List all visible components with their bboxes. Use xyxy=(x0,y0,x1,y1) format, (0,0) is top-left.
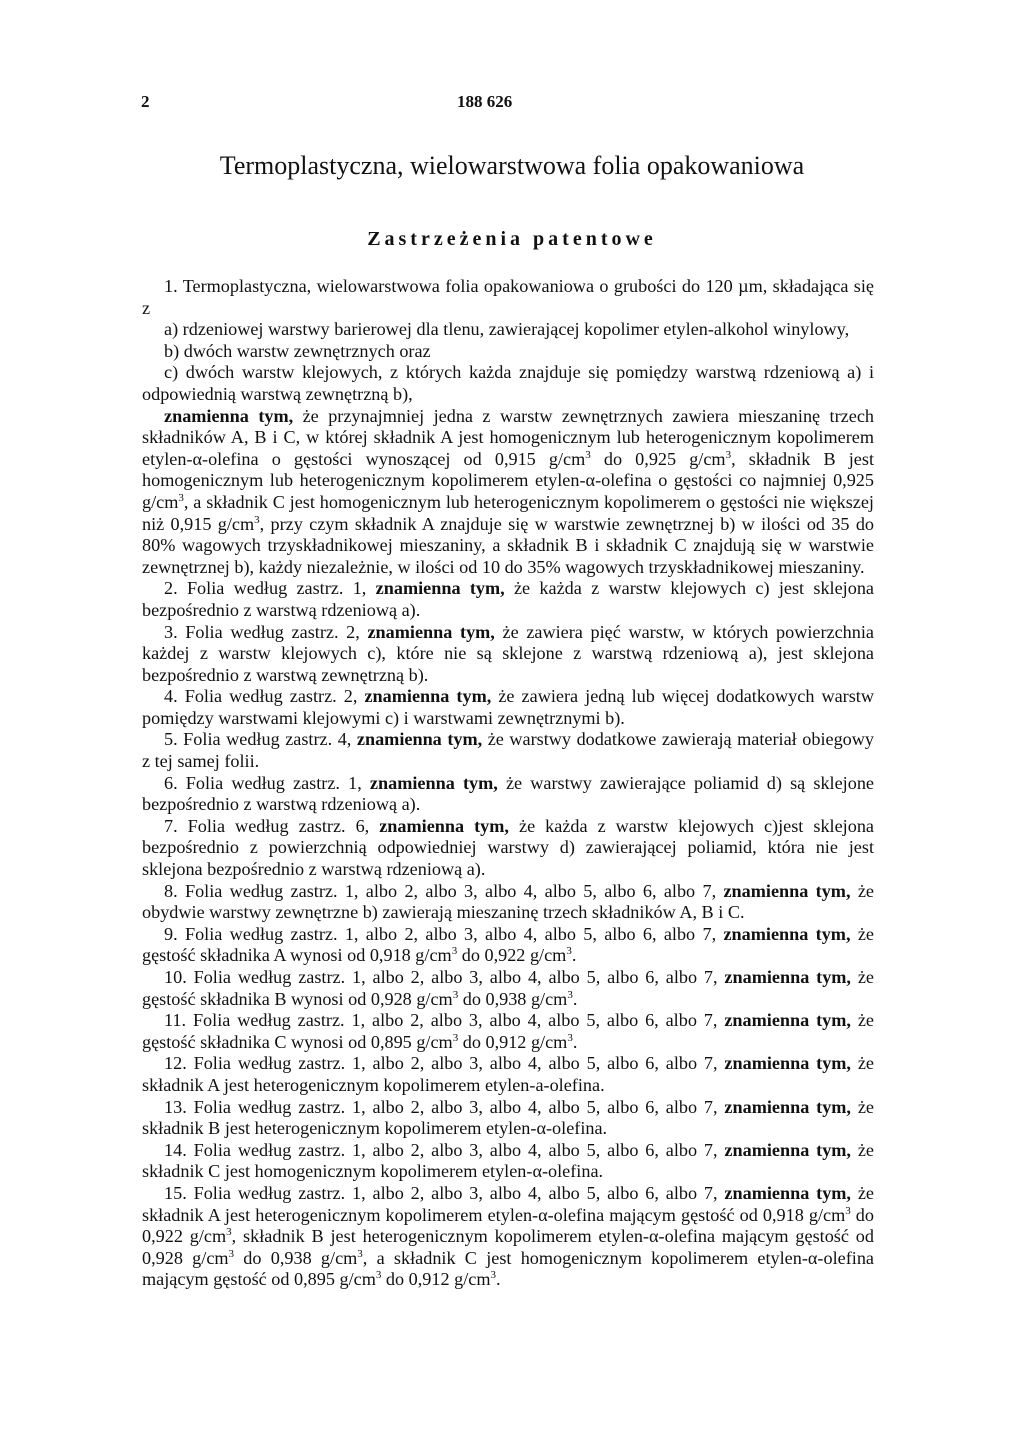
claim-4: 4. Folia według zastrz. 2, znamienna tym, że zawiera jedną lub więcej dodatkowych warstw pomiędzy warstwami klejowymi c) i warstwami zewnętrznymi b). xyxy=(142,686,874,728)
claim-3: 3. Folia według zastrz. 2, znamienna tym, że zawiera pięć warstw, w których powierzchnia każdej z warstw klejowych c), które nie są sklejone z warstwą rdzeniową a), jest sklejona bezpośrednio z warstwą zewnętrzną b). xyxy=(142,621,874,685)
claim-keyword: znamienna tym, xyxy=(724,1139,851,1160)
claim-15: 15. Folia według zastrz. 1, albo 2, albo 3, albo 4, albo 5, albo 6, albo 7, znamienna tym, że składnik A jest heterogenicznym kopolimerem etylen-α-olefina mającym gęstość od 0,918 $g/cm^3$ do 0,922 $g/cm^3$, składnik B jest heterogenicznym kopolimerem etylen-α-olefina mającym gęstość od 0,928 $g/cm^3$ do 0,938 $g/cm^3$, a składnik C jest homogenicznym kopolimerem etylen-α-olefina mającym gęstość od 0,895 $g/cm^3$ do 0,912 $g/cm^3$. xyxy=(142,1182,874,1290)
claim-keyword: znamienna tym, xyxy=(723,923,851,944)
claim-2: 2. Folia według zastrz. 1, znamienna tym, że każda z warstw klejowych c) jest sklejona bezpośrednio z warstwą rdzeniową a). xyxy=(142,578,874,620)
claim-11: 11. Folia według zastrz. 1, albo 2, albo 3, albo 4, albo 5, albo 6, albo 7, znamienna tym, że gęstość składnika C wynosi od 0,895 $g/cm^3$ do 0,912 $g/cm^3$. xyxy=(142,1010,874,1052)
claim-12: 12. Folia według zastrz. 1, albo 2, albo 3, albo 4, albo 5, albo 6, albo 7, znamienna tym, że składnik A jest heterogenicznym kopolimerem etylen-a-olefina. xyxy=(142,1053,874,1095)
claim-keyword: znamienna tym, xyxy=(164,405,294,426)
claim-7: 7. Folia według zastrz. 6, znamienna tym, że każda z warstw klejowych c)jest sklejona bezpośrednio z powierzchnią odpowiedniej warstwy d) zawierającej poliamid, która nie jest sklejona bezpośrednio z warstwą rdzeniową a). xyxy=(142,815,874,880)
patent-number: 188 626 xyxy=(457,92,513,111)
claim-1-item-c: c) dwóch warstw klejowych, z których każda znajduje się pomiędzy warstwą rdzeniową a) i odpowiednią warstwą zewnętrzną b), xyxy=(142,362,874,404)
page-number: 2 xyxy=(141,92,150,111)
claim-keyword: znamienna tym, xyxy=(723,880,851,901)
claim-keyword: znamienna tym, xyxy=(724,1182,851,1203)
claim-5: 5. Folia według zastrz. 4, znamienna tym, że warstwy dodatkowe zawierają materiał obiegowy z tej samej folii. xyxy=(142,729,874,772)
document-title: Termoplastyczna, wielowarstwowa folia opakowaniowa xyxy=(219,151,805,180)
claim-keyword: znamienna tym, xyxy=(364,686,492,707)
claim-1-item-a: a) rdzeniowej warstwy barierowej dla tlenu, zawierającej kopolimer etylen-alkohol winylowy, xyxy=(164,319,850,340)
claim-keyword: znamienna tym, xyxy=(724,967,851,987)
claim-6: 6. Folia według zastrz. 1, znamienna tym, że warstwy zawierające poliamid d) są sklejone bezpośrednio z warstwą rdzeniową a). xyxy=(142,772,874,815)
claim-keyword: znamienna tym, xyxy=(724,1053,851,1074)
section-heading: Zastrzeżenia patentowe xyxy=(367,228,657,250)
claim-13: 13. Folia według zastrz. 1, albo 2, albo 3, albo 4, albo 5, albo 6, albo 7, znamienna tym, że składnik B jest heterogenicznym kopolimerem etylen-α-olefina. xyxy=(142,1096,874,1139)
claim-keyword: znamienna tym, xyxy=(379,815,509,836)
claim-1-item-b: b) dwóch warstw zewnętrznych oraz xyxy=(164,340,431,361)
claim-14: 14. Folia według zastrz. 1, albo 2, albo 3, albo 4, albo 5, albo 6, albo 7, znamienna tym, że składnik C jest homogenicznym kopolimerem etylen-α-olefina. xyxy=(142,1139,874,1182)
claim-keyword: znamienna tym, xyxy=(367,621,495,642)
claim-1-characterizing: znamienna tym, że przynajmniej jedna z warstw zewnętrznych zawiera mieszaninę trzech składników A, B i C, w której składnik A jest homogenicznym lub heterogenicznym kopolimerem etylen-α-olefina o gęstości wynoszącej od 0,915 $g/cm^3$ do 0,925 $g/cm^3$, składnik B jest homogenicznym lub heterogenicznym kopolimerem etylen-α-olefina o gęstości co najmniej 0,925 $g/cm^3$, a składnik C jest homogenicznym lub heterogenicznym kopolimerem o gęstości nie większej niż 0,915 $g/cm^3$, przy czym składnik A znajduje się w warstwie zewnętrznej b) w ilości od 35 do 80% wagowych trzyskładnikowej mieszaniny, a składnik B i składnik C znajdują się w warstwie zewnętrznej b), każdy niezależnie, w ilości od 10 do 35% wagowych trzyskładnikowej mieszaniny. xyxy=(142,405,875,577)
claim-keyword: znamienna tym, xyxy=(375,578,505,599)
claims-body xyxy=(142,276,874,1291)
claim-keyword: znamienna tym, xyxy=(356,729,483,750)
claim-keyword: znamienna tym, xyxy=(724,1010,851,1031)
claim-1-intro: 1. Termoplastyczna, wielowarstwowa folia opakowaniowa o grubości do 120 µm, składająca się z xyxy=(142,276,874,318)
claim-10: 10. Folia według zastrz. 1, albo 2, albo 3, albo 4, albo 5, albo 6, albo 7, znamienna tym, że gęstość składnika B wynosi od 0,928 $g/cm^3$ do 0,938 $g/cm^3$. xyxy=(142,967,874,1009)
claim-9: 9. Folia według zastrz. 1, albo 2, albo 3, albo 4, albo 5, albo 6, albo 7, znamienna tym, że gęstość składnika A wynosi od 0,918 $g/cm^3$ do 0,922 $g/cm^3$. xyxy=(142,923,874,966)
claim-8: 8. Folia według zastrz. 1, albo 2, albo 3, albo 4, albo 5, albo 6, albo 7, znamienna tym, że obydwie warstwy zewnętrzne b) zawierają mieszaninę trzech składników A, B i C. xyxy=(142,880,874,923)
claim-keyword: znamienna tym, xyxy=(724,1096,851,1117)
claim-keyword: znamienna tym, xyxy=(369,772,498,793)
